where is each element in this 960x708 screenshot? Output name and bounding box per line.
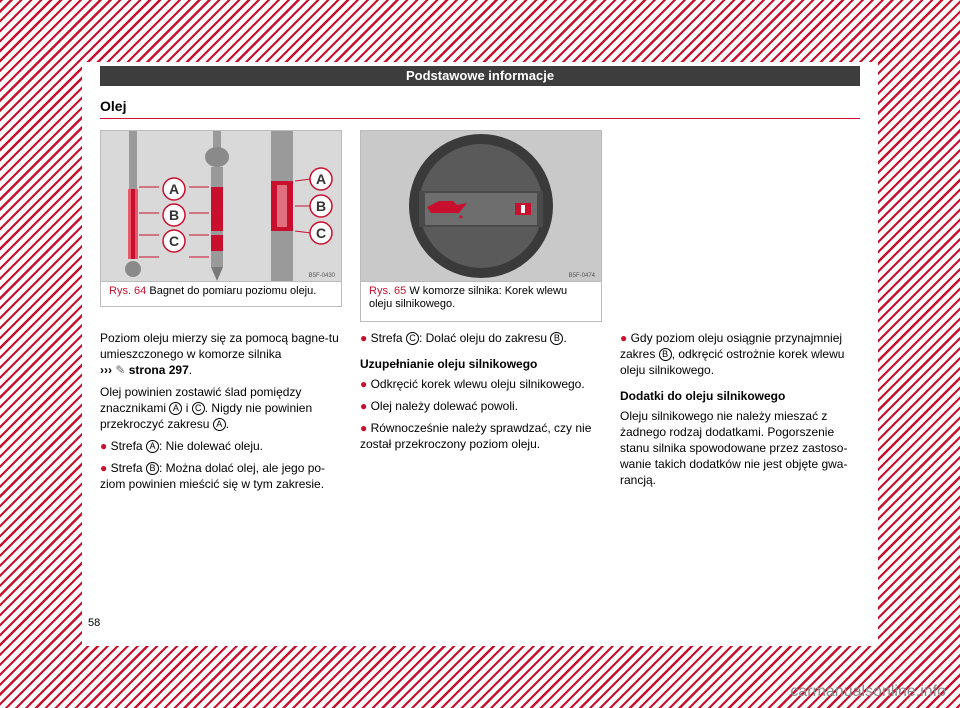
- bullet-item: [360, 376, 605, 392]
- bullet-item: [620, 330, 865, 378]
- figure-oil-cap: [360, 130, 602, 322]
- page-number: 58: [88, 617, 101, 629]
- label-c-right: C: [315, 225, 327, 241]
- marker-c: C: [192, 402, 205, 415]
- paragraph-text: Olej powinien zostawić ślad pomiędzy znacznikami: [100, 385, 302, 415]
- bullet-item: [360, 420, 605, 452]
- bullet-dot: ●: [360, 399, 368, 413]
- marker-a: A: [146, 440, 159, 453]
- dipstick-illustration: [101, 131, 341, 281]
- oil-cap-illustration: [361, 131, 601, 281]
- bullet-dot: ●: [360, 331, 368, 345]
- marker-b: B: [146, 462, 159, 475]
- paragraph: Poziom oleju mierzy się za pomocą bagne-tu umieszczonego w komorze silnika ››› ✎ strona 297.: [100, 331, 339, 377]
- bullet-text: Odkręcić korek wlewu oleju silnikowego.: [370, 377, 585, 391]
- bullet-text: Strefa: [110, 439, 143, 453]
- figure-caption: [101, 281, 341, 301]
- label-b-right: B: [315, 198, 327, 214]
- bullet-dot: ●: [360, 421, 368, 435]
- text-column-1: [100, 330, 340, 498]
- bullet-text: : Dolać oleju do zakresu: [418, 331, 548, 345]
- watermark: carmanualsonline.info: [790, 683, 946, 700]
- label-a-right: A: [315, 171, 327, 187]
- figure-code: B5F-0430: [308, 273, 335, 279]
- marker-b: B: [659, 348, 672, 361]
- bullet-text: Olej należy dolewać powoli.: [370, 399, 519, 413]
- label-c: C: [168, 233, 180, 249]
- marker-b: B: [550, 332, 563, 345]
- bullet-item: [100, 438, 340, 454]
- caption-number: Rys. 65: [369, 285, 407, 297]
- bullet-text: Równocześnie należy sprawdzać, czy nie został przekroczony poziom oleju.: [360, 421, 592, 451]
- subheading: Dodatki do oleju silnikowego: [620, 389, 786, 403]
- paragraph: Oleju silnikowego nie należy mieszać z żadnego rodzaj dodatkami. Pogorszenie stanu silnika spowodowane przez zastoso-wanie takich dodatków nie jest objęte gwa-rancją.: [620, 409, 848, 487]
- bullet-text: , odkręcić ostrożnie korek wlewu oleju silnikowego.: [620, 347, 845, 377]
- bullet-item: [360, 398, 605, 414]
- paragraph: Olej powinien zostawić ślad pomiędzy znacznikami A i C . Nigdy nie powinien przekroczyć zakresu A .: [100, 385, 313, 431]
- marker-c: C: [406, 332, 419, 345]
- subheading: Uzupełnianie oleju silnikowego: [360, 357, 538, 371]
- label-a: A: [168, 181, 180, 197]
- bullet-dot: ●: [100, 461, 108, 475]
- reference-arrows: ›››: [100, 363, 112, 377]
- text-column-3: [620, 330, 865, 494]
- chapter-header: Podstawowe informacje: [100, 66, 860, 86]
- paragraph-text: i: [185, 401, 189, 415]
- caption-text: W komorze silnika: Korek wlewu oleju silnikowego.: [369, 285, 568, 310]
- figure-dipstick: [100, 130, 342, 307]
- label-b: B: [168, 207, 180, 223]
- bullet-dot: ●: [360, 377, 368, 391]
- text-column-2: [360, 330, 605, 458]
- page-reference-link[interactable]: strona 297: [128, 363, 189, 377]
- bullet-item: ● Strefa C : Dolać oleju do zakresu B .: [360, 331, 567, 345]
- caption-text: Bagnet do pomiaru poziomu oleju.: [149, 285, 317, 297]
- bullet-dot: ●: [620, 331, 628, 345]
- figure-code: B5F-0474: [568, 273, 595, 279]
- section-title: Olej: [100, 98, 127, 114]
- manual-icon: [515, 203, 531, 215]
- title-divider: [100, 118, 860, 119]
- bullet-item: [100, 460, 340, 492]
- marker-a: A: [169, 402, 182, 415]
- warning-icon: ✎: [115, 363, 126, 377]
- caption-number: Rys. 64: [109, 285, 147, 297]
- bullet-dot: ●: [100, 439, 108, 453]
- paragraph-text: Poziom oleju mierzy się za pomocą bagne-tu umieszczonego w komorze silnika: [100, 331, 339, 361]
- bullet-text: : Nie dolewać oleju.: [158, 439, 264, 453]
- bullet-text: Gdy poziom oleju osiągnie przynajmniej zakres: [620, 331, 843, 361]
- bullet-text: : Można dolać olej, ale jego po-ziom powinien mieścić się w tym zakresie.: [100, 461, 326, 491]
- bullet-text: Strefa: [110, 461, 143, 475]
- paragraph-text: . Nigdy nie powinien przekroczyć zakresu: [100, 401, 313, 431]
- marker-a: A: [213, 418, 226, 431]
- figure-caption: [361, 281, 601, 314]
- bullet-text: Strefa: [370, 331, 403, 345]
